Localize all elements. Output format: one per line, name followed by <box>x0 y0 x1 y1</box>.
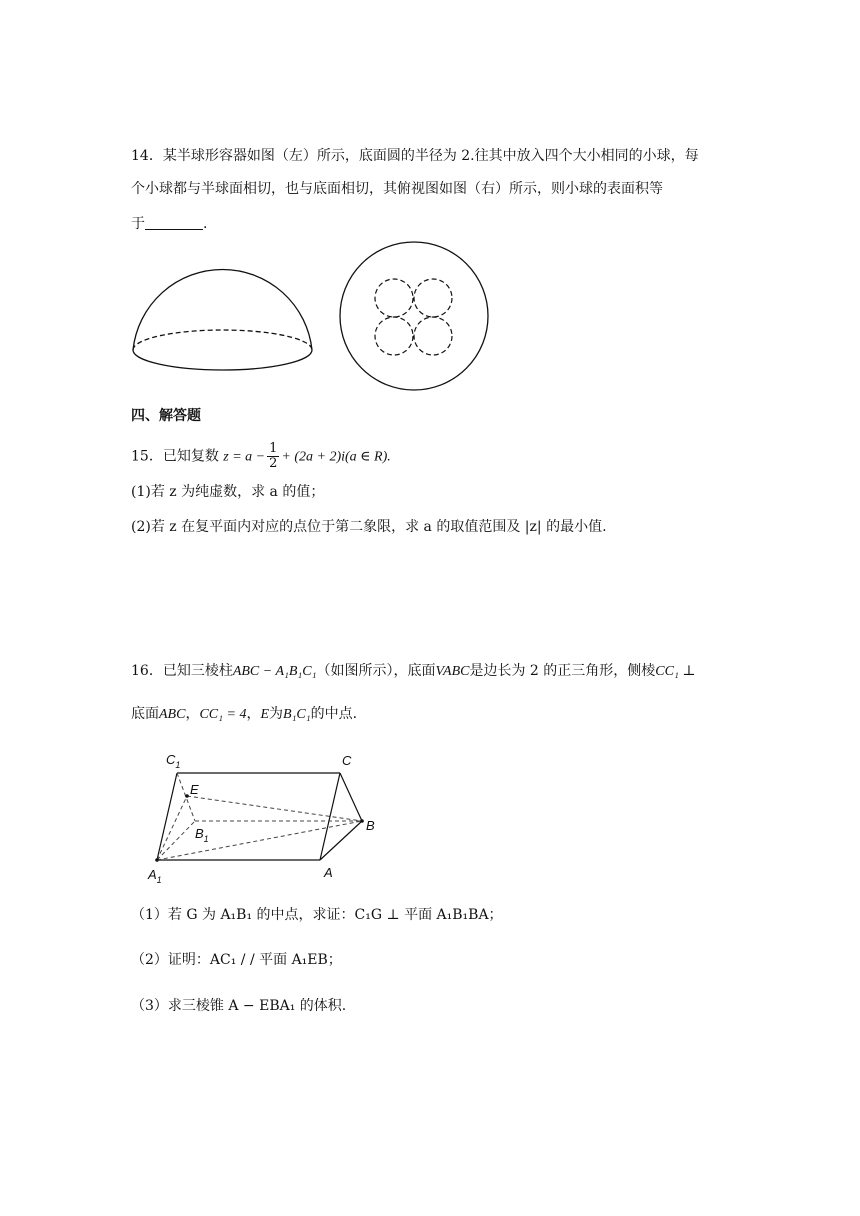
section-title: 四、解答题 <box>131 408 201 424</box>
q16-line-2 <box>131 704 357 725</box>
q16-line-2-prefix: 底面 <box>131 706 159 722</box>
q16-line-2-mid2: ， <box>246 706 261 722</box>
q16-part-3: （3）求三棱锥 A − EBA₁ 的体积. <box>131 998 347 1014</box>
q16-part-1: （1）若 G 为 A₁B₁ 的中点，求证：C₁G ⊥ 平面 A₁B₁BA； <box>131 907 503 923</box>
q14-line-3 <box>131 214 207 234</box>
answer-blank <box>145 215 203 230</box>
q16-point-e: E <box>260 707 270 722</box>
q16-part-2: （2）证明：AC₁ / / 平面 A₁EB； <box>131 952 342 968</box>
q16-line-2-mid3: 为 <box>269 706 284 722</box>
q16-equation: CC₁ = 4 <box>199 707 247 722</box>
q16-line-2-mid: ， <box>185 706 200 722</box>
q15-stem-prefix: 15．已知复数 <box>131 448 219 465</box>
q15-fraction-numerator: 1 <box>269 441 278 456</box>
q15-stem <box>131 441 391 471</box>
point-b-dot <box>360 819 364 823</box>
q14-line-3-suffix: . <box>203 216 208 232</box>
q16-prism: ABC − A₁B₁C₁ <box>232 664 317 679</box>
q16-triangle: VABC <box>435 664 470 679</box>
q15-fraction <box>267 442 279 471</box>
label-a1: $A_1$ <box>148 867 162 885</box>
label-c1: $C_1$ <box>166 752 181 770</box>
label-e: E <box>190 782 199 797</box>
q15-fraction-denominator: 2 <box>269 456 278 471</box>
q16-segment: B₁C₁ <box>283 707 311 722</box>
q16-line-1-prefix: 16．已知三棱柱 <box>131 663 233 679</box>
q15-part-2: (2)若 z 在复平面内对应的点位于第二象限，求 a 的取值范围及 |z| 的最小值. <box>131 519 607 535</box>
q16-line-1-mid: （如图所示），底面 <box>316 663 436 679</box>
point-e-dot <box>185 794 189 798</box>
q16-line-2-end: 的中点. <box>310 706 358 722</box>
label-b1: $B_1$ <box>195 826 209 844</box>
label-a: A <box>324 865 333 880</box>
top-view-figure <box>336 238 492 394</box>
q16-line-1 <box>131 661 696 682</box>
q14-line-3-prefix: 于 <box>131 216 145 232</box>
q14-line-2: 个小球都与半球面相切，也与底面相切，其俯视图如图（右）所示，则小球的表面积等 <box>131 181 663 197</box>
label-b: B <box>366 818 375 833</box>
q15-part-1: (1)若 z 为纯虚数，求 a 的值； <box>131 484 325 500</box>
q14-line-1: 14．某半球形容器如图（左）所示，底面圆的半径为 2.往其中放入四个大小相同的小球，每 <box>131 148 699 164</box>
q15-stem-math-b: + (2a + 2)i(a ∈ R). <box>281 449 391 465</box>
point-a1-dot <box>155 858 159 862</box>
q16-base: ABC <box>159 707 186 722</box>
hemisphere-figure <box>128 244 318 374</box>
q16-line-1-rest: 是边长为 2 的正三角形，侧棱 <box>469 663 656 679</box>
q15-stem-math-a: z = a − <box>223 449 266 465</box>
label-c: C <box>342 753 352 768</box>
prism-figure <box>140 746 390 886</box>
q16-edge: CC₁ ⊥ <box>655 664 696 679</box>
